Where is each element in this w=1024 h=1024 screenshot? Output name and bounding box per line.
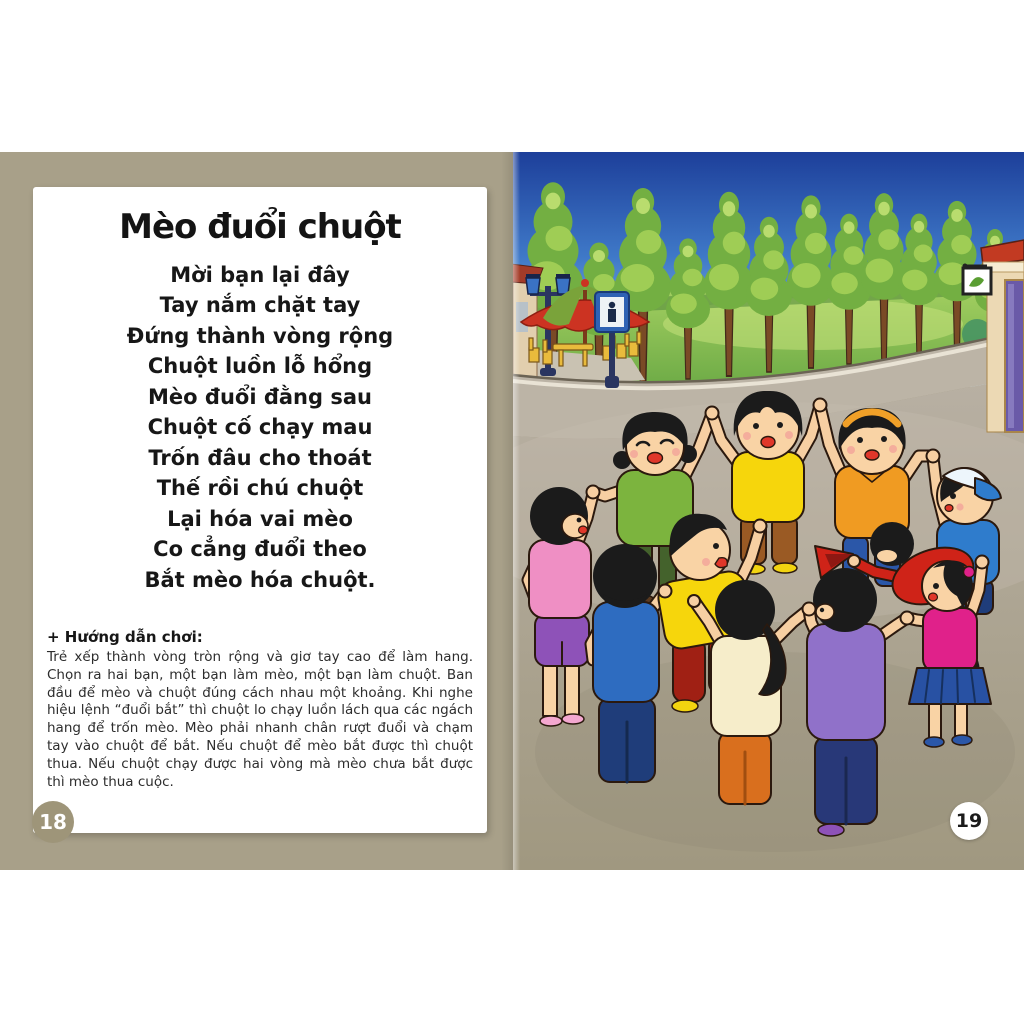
poem-line: Đứng thành vòng rộng [126, 323, 394, 348]
poem-line: Chuột cố chạy mau [147, 415, 373, 439]
park-illustration [513, 152, 1024, 870]
poem-line: Thế rồi chú chuột [156, 476, 364, 500]
poem-line: Bắt mèo hóa chuột. [144, 567, 376, 592]
page-number-left: 18 [32, 801, 74, 843]
poem-line: Trốn đâu cho thoát [148, 445, 372, 470]
poem-line: Lại hóa vai mèo [167, 506, 353, 531]
poem-card [33, 187, 487, 833]
child-blue-boy [591, 544, 665, 782]
right-page [513, 152, 1024, 870]
instructions-heading: + Hướng dẫn chơi: [47, 628, 203, 646]
poem-line: Mời bạn lại đây [170, 262, 350, 287]
book-spread [0, 152, 1024, 870]
poem-line: Tay nắm chặt tay [159, 293, 361, 317]
hanging-sign [963, 264, 992, 295]
left-page [0, 152, 513, 870]
poem [33, 260, 487, 596]
poem-line: Co cẳng đuổi theo [153, 537, 367, 561]
poem-line: Mèo đuổi đằng sau [148, 384, 372, 409]
instructions [47, 628, 473, 791]
poem-line: Chuột luồn lỗ hổng [147, 354, 373, 378]
page-number-right: 19 [950, 802, 988, 840]
instructions-body: Trẻ xếp thành vòng tròn rộng và giơ tay cao để làm hang. Chọn ra hai bạn, một bạn làm mèo, một bạn làm chuột. Ban đầu để mèo và chuột đúng cách nhau một khoảng. Khi nghe hiệu lệnh “đuổi bắt” thì chuột lo chạy luồn lách qua các ngách hang để trốn mèo. Mèo phải nhanh chân rượt đuổi và chạm tay vào chuột để bắt. Nếu chuột để mèo bắt được thì chuột thua. Nếu chuột chạy được hai vòng mà mèo chưa bắt được thì mèo thua cuộc. [47, 649, 473, 790]
poem-title: Mèo đuổi chuột [119, 207, 401, 247]
